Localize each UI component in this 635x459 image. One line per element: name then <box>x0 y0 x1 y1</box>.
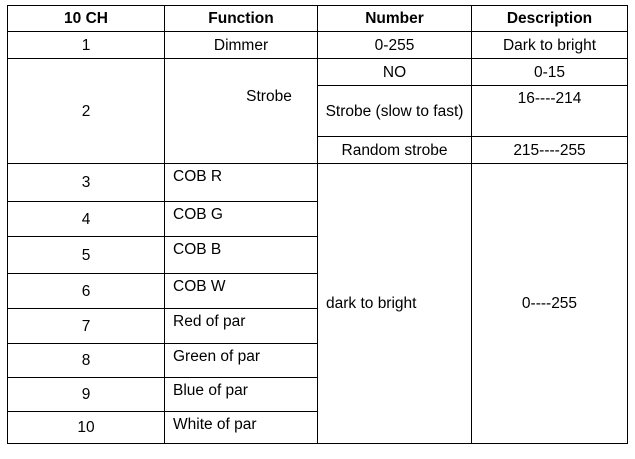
channel-table <box>7 5 628 444</box>
number-cell: NO <box>318 59 472 86</box>
function-cell: Strobe <box>165 59 318 164</box>
number-cell: Strobe (slow to fast) <box>318 86 472 137</box>
function-cell: Dimmer <box>165 32 318 59</box>
number-cell: 0-255 <box>318 32 472 59</box>
description-cell: 0-15 <box>472 59 628 86</box>
function-cell: Green of par <box>165 344 318 378</box>
header-row <box>8 6 628 32</box>
number-cell: dark to bright <box>318 164 472 444</box>
table-row <box>8 164 628 202</box>
function-cell: Red of par <box>165 309 318 344</box>
table-row <box>8 59 628 86</box>
description-cell: Dark to bright <box>472 32 628 59</box>
header-channel: 10 CH <box>8 6 165 32</box>
function-cell: COB B <box>165 237 318 274</box>
header-function: Function <box>165 6 318 32</box>
channel-cell: 4 <box>8 202 165 237</box>
description-cell: 215----255 <box>472 137 628 164</box>
channel-cell: 9 <box>8 378 165 412</box>
function-cell: COB G <box>165 202 318 237</box>
description-cell: 16----214 <box>472 86 628 137</box>
channel-cell: 10 <box>8 412 165 444</box>
header-description: Description <box>472 6 628 32</box>
channel-cell: 2 <box>8 59 165 164</box>
function-cell: White of par <box>165 412 318 444</box>
function-cell: COB R <box>165 164 318 202</box>
channel-cell: 5 <box>8 237 165 274</box>
channel-cell: 8 <box>8 344 165 378</box>
function-cell: COB W <box>165 274 318 309</box>
channel-cell: 6 <box>8 274 165 309</box>
header-number: Number <box>318 6 472 32</box>
description-cell: 0----255 <box>472 164 628 444</box>
function-cell: Blue of par <box>165 378 318 412</box>
channel-cell: 1 <box>8 32 165 59</box>
channel-cell: 7 <box>8 309 165 344</box>
channel-cell: 3 <box>8 164 165 202</box>
table-row <box>8 32 628 59</box>
number-cell: Random strobe <box>318 137 472 164</box>
